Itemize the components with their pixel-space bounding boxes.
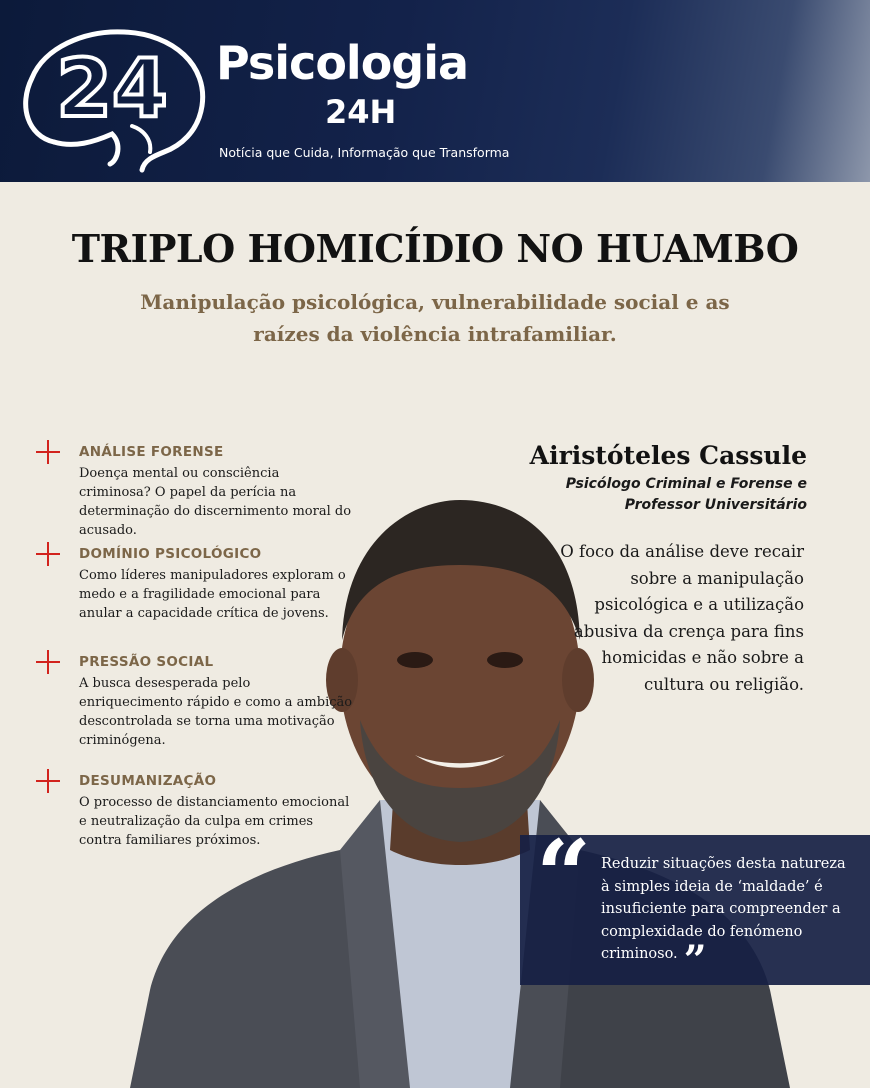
open-quote-icon: “	[536, 819, 592, 932]
plus-icon	[36, 542, 60, 566]
headline: TRIPLO HOMICÍDIO NO HUAMBO	[71, 226, 799, 271]
author-statement: O foco da análise deve recair sobre a manipulação psicológica e a utilização abusiva da crença para fins homicidas e não sobre a cultura ou religião.	[560, 542, 804, 694]
subheadline: Manipulação psicológica, vulnerabilidade social e as raízes da violência intrafamiliar.	[140, 290, 730, 346]
author-role: Psicólogo Criminal e Forense e Professor Universitário	[565, 476, 807, 513]
pull-quote	[601, 853, 853, 984]
plus-icon	[36, 650, 60, 674]
topic-title: PRESSÃO SOCIAL	[79, 654, 214, 670]
tagline: Notícia que Cuida, Informação que Transforma	[219, 145, 510, 160]
topic-text: A busca desesperada pelo enriquecimento rápido e como a ambição descontrolada se torna uma motivação criminógena.	[79, 676, 353, 748]
topic-text: O processo de distanciamento emocional e neutralização da culpa em crimes contra familiares próximos.	[79, 795, 350, 848]
logo-number: 24	[56, 42, 168, 135]
topic-title: DOMÍNIO PSICOLÓGICO	[79, 546, 262, 562]
close-quote-icon: ”	[683, 937, 707, 984]
topic-title: DESUMANIZAÇÃO	[79, 773, 217, 789]
brand-name: Psicologia	[216, 36, 469, 90]
topic-text: Doença mental ou consciência criminosa? O papel da perícia na determinação do discernimento moral do acusado.	[79, 466, 352, 538]
topic-text: Como líderes manipuladores exploram o medo e a fragilidade emocional para anular a capacidade crítica de jovens.	[79, 568, 346, 621]
pull-quote-text: Reduzir situações desta natureza à simples ideia de ‘maldade’ é insuficiente para compreender a complexidade do fenómeno criminoso.	[601, 856, 846, 962]
brain-logo-icon	[14, 14, 214, 174]
plus-icon	[36, 769, 60, 793]
author-name: Airistóteles Cassule	[529, 441, 807, 470]
plus-icon	[36, 440, 60, 464]
brand-suffix: 24H	[325, 93, 397, 131]
header-banner	[0, 0, 870, 182]
topic-title: ANÁLISE FORENSE	[79, 444, 224, 460]
